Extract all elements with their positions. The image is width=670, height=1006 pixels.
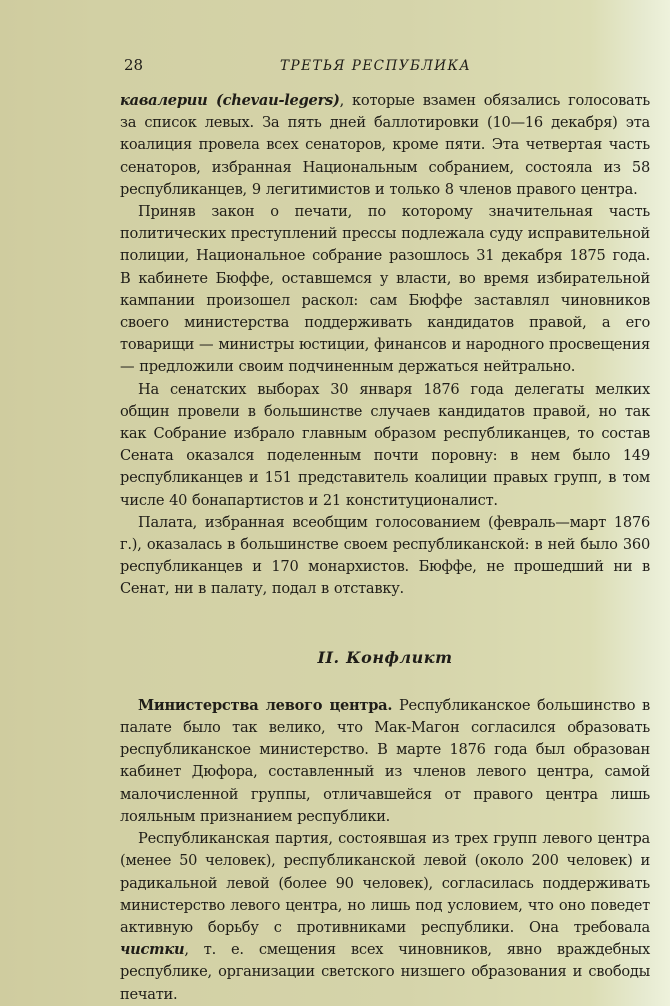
italic-term: кавалерии (chevau-legers)	[120, 92, 340, 109]
bold-lead: Министерства левого центра.	[138, 696, 393, 714]
book-page	[120, 52, 650, 1006]
paragraph-text: Республиканское большинство в палате было так велико, что Мак-Магон согласился образовать республиканское министерство. В марте 1876 года был образован кабинет Дюфора, составленный из членов левого центра, самой малочисленной группы, отличавшейся от правого центра лишь лояльным признанием республики.	[120, 696, 651, 825]
paragraph-3: На сенатских выборах 30 января 1876 года делегаты мелких общин провели в большинстве случаев кандидатов правой, но так как Собрание избрало главным образом республиканцев, то состав Сената оказался поделенным почти поровну: в нем было 149 республиканцев и 151 представитель коалиции правых групп, в том числе 40 бонапартистов и 21 конституционалист.	[120, 380, 650, 509]
paragraph-1	[120, 90, 650, 201]
paragraph-2: Приняв закон о печати, по которому значительная часть политических преступлений прессы подлежала суду исправительной полиции, Национальное собрание разошлось 31 декабря 1875 года. В кабинете Бюффе, оставшемся у власти, во время избирательной кампании произошел раскол: сам Бюффе заставлял чиновников своего министерства поддерживать кандидатов правой, а его товарищи — министры юстиции, финансов и народного просвещения — предложили своим подчиненным держаться нейтрально.	[120, 203, 650, 376]
paragraph-text: , которые взамен обязались голосовать за список левых. За пять дней баллотировки (10—16 декабря) эта коалиция провела всех сенаторов, кроме пяти. Эта четвертая часть сенаторов, избранная Национальным собранием, состояла из 58 республиканцев, 9 легитимистов и только 8 членов правого центра.	[120, 92, 651, 198]
running-head	[120, 52, 650, 76]
paragraph-4: Палата, избранная всеобщим голосованием (февраль—март 1876 г.), оказалась в большинстве своем республиканской: в ней было 360 республиканцев и 170 монархистов. Бюффе, не прошедший ни в Сенат, ни в палату, подал в отставку.	[120, 513, 650, 598]
paragraph-text: Республиканская партия, состоявшая из трех групп левого центра (менее 50 человек), республиканской левой (около 200 человек) и радикальной левой (более 90 человек), согласилась поддерживать министерство левого центра, но лишь под условием, что оно поведет активную борьбу с противниками республики. Она требовала	[120, 830, 650, 936]
section-heading: II. Конфликт	[317, 647, 453, 667]
section-paragraph-1	[120, 695, 650, 828]
body-text	[120, 90, 650, 1006]
italic-term: чистки	[120, 941, 185, 959]
paragraph-text: , т. е. смещения всех чиновников, явно враждебных республике, организации светского низшего образования и свободы печати.	[120, 941, 650, 1003]
page-number: 28	[124, 56, 144, 74]
section-paragraph-2	[120, 828, 650, 1006]
running-title: ТРЕТЬЯ РЕСПУБЛИКА	[280, 58, 472, 74]
